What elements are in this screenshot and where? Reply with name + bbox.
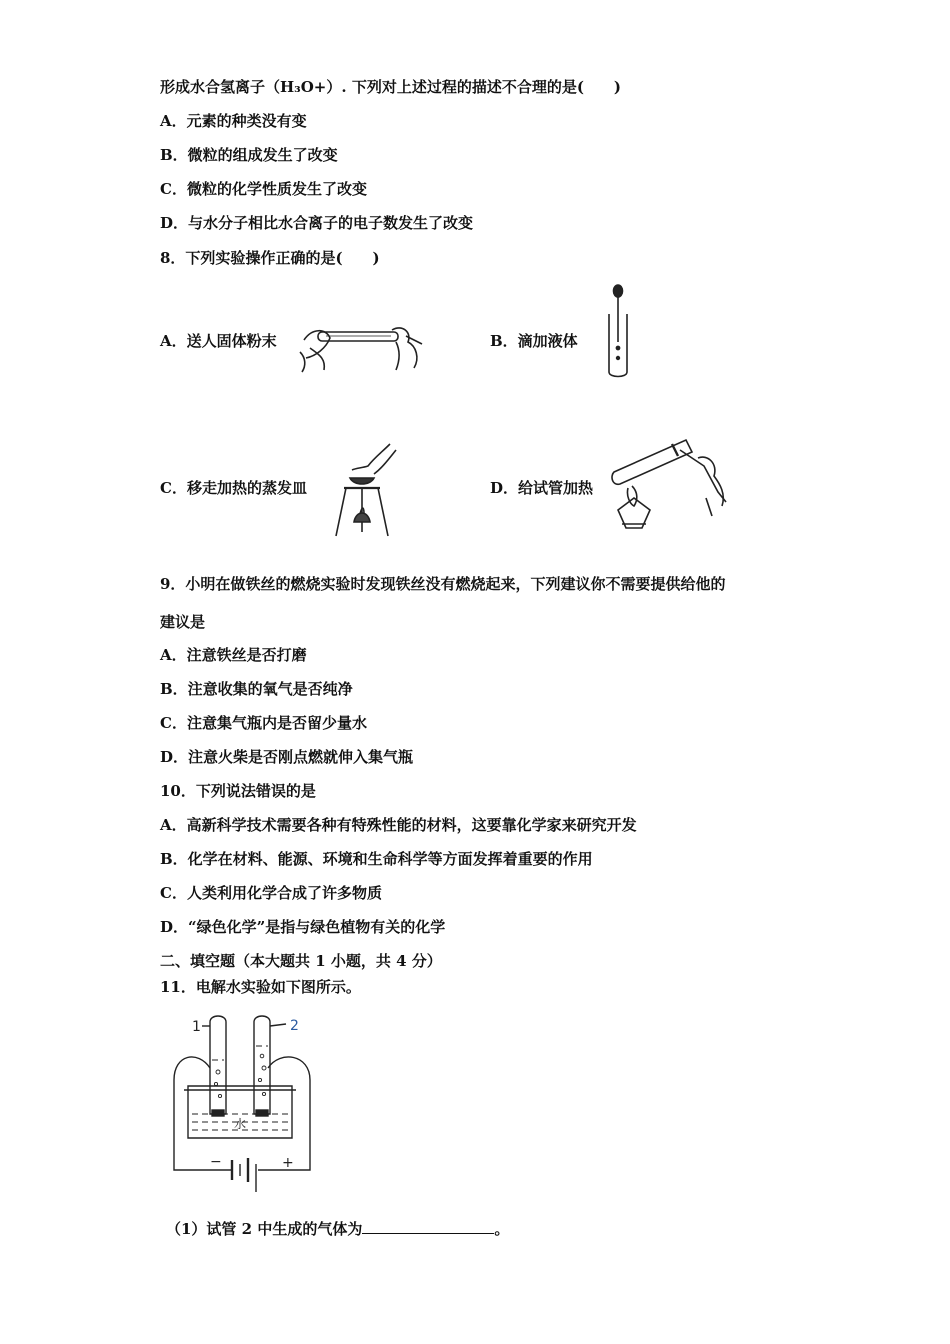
electrolysis-apparatus-figure xyxy=(168,1010,318,1196)
answer-blank[interactable] xyxy=(362,1219,494,1234)
q8-option-b-label: B．滴加液体 xyxy=(490,332,578,350)
q11-sub1-prefix: （1）试管 2 中生成的气体为 xyxy=(166,1220,363,1238)
q10-option-c: C．人类利用化学合成了许多物质 xyxy=(160,884,382,902)
water-label: 水 xyxy=(234,1117,247,1131)
q9-option-d: D．注意火柴是否刚点燃就伸入集气瓶 xyxy=(160,748,414,766)
q9-option-a: A．注意铁丝是否打磨 xyxy=(160,646,307,664)
q9-stem-line2: 建议是 xyxy=(160,613,206,631)
powder-into-test-tube-icon xyxy=(296,318,426,374)
q7-option-b: B．微粒的组成发生了改变 xyxy=(160,146,338,164)
q9-option-b: B．注意收集的氧气是否纯净 xyxy=(160,680,353,698)
tube-2-label: 2 xyxy=(290,1018,299,1034)
q7-stem-end: 形成水合氢离子（H₃O+）. 下列对上述过程的描述不合理的是( ) xyxy=(160,78,622,96)
q11-sub1-suffix: 。 xyxy=(494,1220,510,1238)
q8-option-c-label: C．移走加热的蒸发皿 xyxy=(160,479,307,497)
negative-terminal-label: − xyxy=(210,1154,222,1170)
q10-option-b: B．化学在材料、能源、环境和生命科学等方面发挥着重要的作用 xyxy=(160,850,593,868)
q8-stem: 8．下列实验操作正确的是( ) xyxy=(160,249,380,267)
q9-option-c: C．注意集气瓶内是否留少量水 xyxy=(160,714,367,732)
q11-stem: 11．电解水实验如下图所示。 xyxy=(160,978,361,996)
q8-option-d-label: D．给试管加热 xyxy=(490,479,594,497)
q10-option-a: A．高新科学技术需要各种有特殊性能的材料，这要靠化学家来研究开发 xyxy=(160,816,637,834)
q7-option-a: A．元素的种类没有变 xyxy=(160,112,307,130)
heating-test-tube-icon xyxy=(608,432,732,534)
q9-stem-line1: 9．小明在做铁丝的燃烧实验时发现铁丝没有燃烧起来，下列建议你不需要提供给他的 xyxy=(160,575,726,593)
q8-option-a-label: A．送人固体粉末 xyxy=(160,332,277,350)
q7-option-d: D．与水分子相比水合离子的电子数发生了改变 xyxy=(160,214,474,232)
evaporating-dish-hand-icon xyxy=(330,442,400,540)
positive-terminal-label: + xyxy=(282,1155,294,1171)
q10-stem: 10．下列说法错误的是 xyxy=(160,782,316,800)
dropper-over-tube-icon xyxy=(603,284,633,380)
q10-option-d: D．“绿色化学”是指与绿色植物有关的化学 xyxy=(160,918,446,936)
section2-heading: 二、填空题（本大题共 1 小题，共 4 分） xyxy=(160,952,442,970)
q11-sub1 xyxy=(166,1219,509,1239)
tube-1-label: 1 xyxy=(192,1019,201,1035)
q7-option-c: C．微粒的化学性质发生了改变 xyxy=(160,180,367,198)
